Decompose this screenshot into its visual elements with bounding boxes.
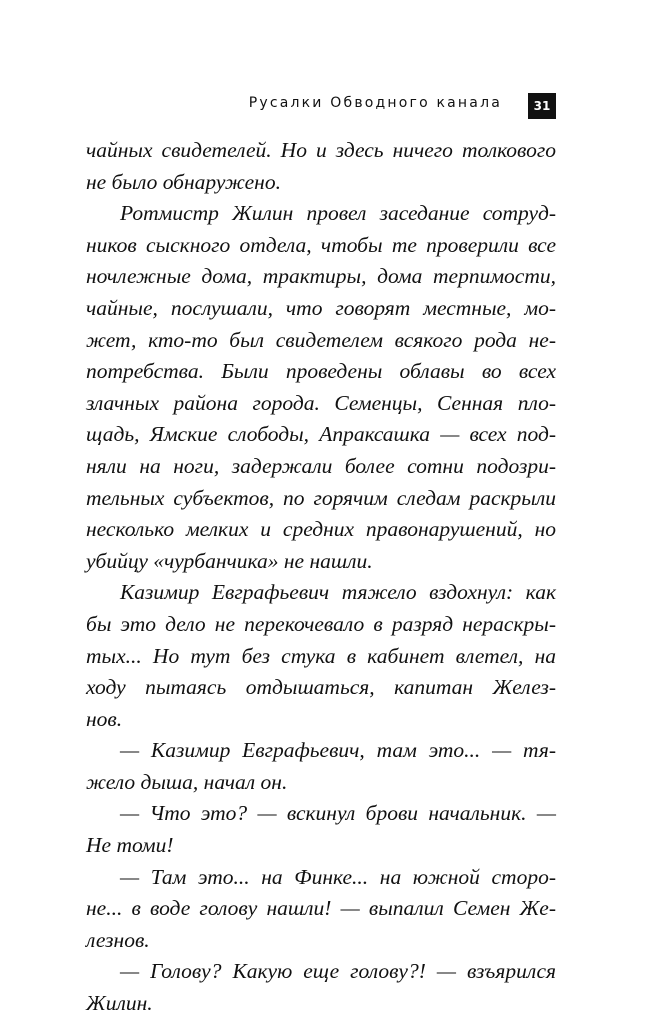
running-title: Русалки Обводного канала bbox=[248, 95, 502, 111]
text-line: тельных субъектов, по горячим следам раскрыли bbox=[86, 485, 556, 510]
text-line: не... в воде голову нашли! — выпалил Семен Же- bbox=[86, 896, 556, 921]
text-line: Жилин. bbox=[86, 991, 153, 1016]
text-line: ночлежные дома, трактиры, дома терпимости, bbox=[86, 264, 556, 289]
text-line: потребства. Были проведены облавы во всех bbox=[86, 359, 556, 384]
text-line: несколько мелких и средних правонарушений, но bbox=[86, 517, 556, 542]
text-line: — Казимир Евграфьевич, там это... — тя- bbox=[120, 738, 556, 763]
text-line: няли на ноги, задержали более сотни подозри- bbox=[86, 453, 556, 478]
text-line: щадь, Ямские слободы, Апраксашка — всех под- bbox=[86, 422, 556, 447]
text-line: ников сыскного отдела, чтобы те проверили все bbox=[86, 232, 556, 257]
text-line: злачных района города. Семенцы, Сенная пло- bbox=[86, 390, 556, 415]
text-body bbox=[86, 135, 556, 1020]
text-line: — Там это... на Финке... на южной сторо- bbox=[120, 864, 556, 889]
text-line: — Что это? — вскинул брови начальник. — bbox=[120, 801, 556, 826]
text-line: жет, кто-то был свидетелем всякого рода не- bbox=[86, 327, 556, 352]
text-line: нов. bbox=[86, 706, 123, 731]
text-line: Не томи! bbox=[86, 833, 174, 858]
text-line: чайных свидетелей. Но и здесь ничего толкового bbox=[86, 138, 556, 162]
running-head bbox=[86, 93, 556, 119]
text-line: убийцу «чурбанчика» не нашли. bbox=[86, 548, 373, 573]
text-line: ходу пытаясь отдышаться, капитан Желез- bbox=[86, 675, 556, 700]
text-line: лезнов. bbox=[86, 927, 150, 952]
page-number: 31 bbox=[528, 93, 556, 119]
text-line: — Голову? Какую еще голову?! — взъярился bbox=[120, 959, 556, 984]
text-line: жело дыша, начал он. bbox=[86, 769, 288, 794]
text-line: тых... Но тут без стука в кабинет влетел, на bbox=[86, 643, 556, 668]
text-line: бы это дело не перекочевало в разряд нераскры- bbox=[86, 611, 556, 636]
text-line: чайные, послушали, что говорят местные, мо- bbox=[86, 295, 556, 320]
text-line: Ротмистр Жилин провел заседание сотруд- bbox=[120, 201, 556, 226]
text-line: не было обнаружено. bbox=[86, 169, 281, 194]
text-line: Казимир Евграфьевич тяжело вздохнул: как bbox=[120, 580, 556, 605]
